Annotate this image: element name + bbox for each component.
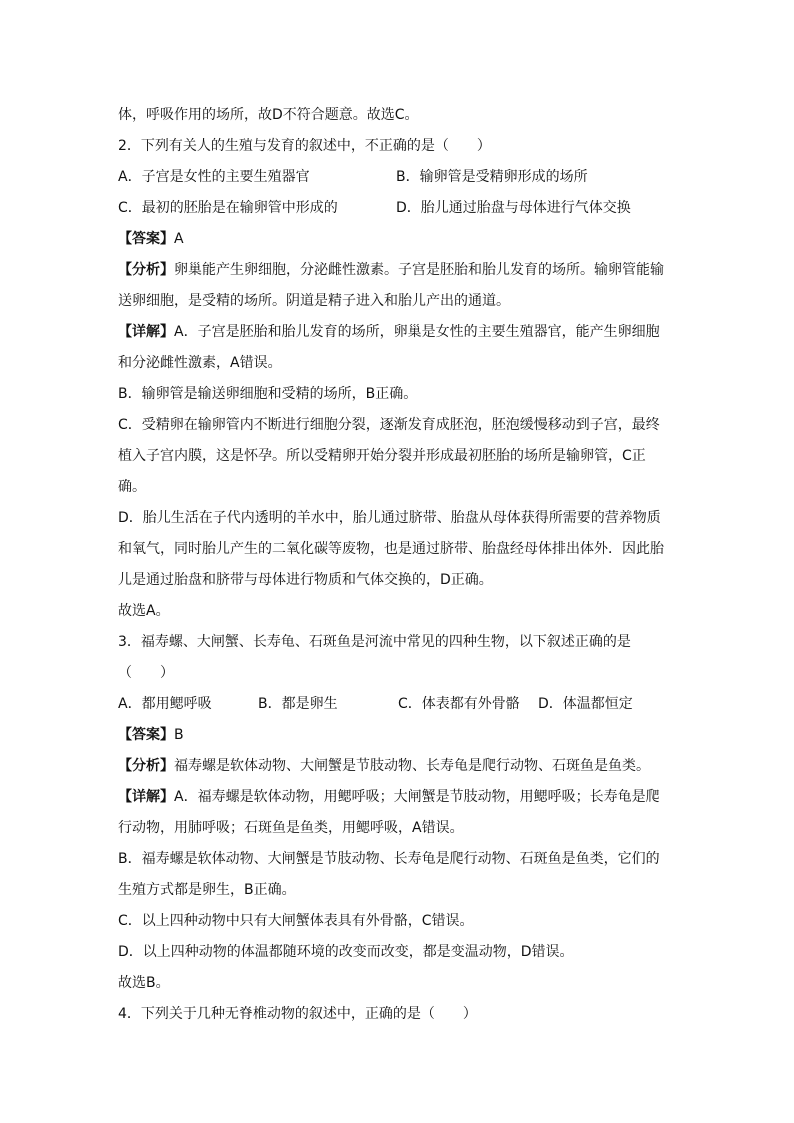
section-text: B [174, 727, 184, 743]
text-line: 儿是通过胎盘和脐带与母体进行物质和气体交换的，D正确。 [118, 572, 493, 588]
text-line: D．以上四种动物的体温都随环境的改变而改变，都是变温动物，D错误。 [118, 944, 574, 960]
answer-option: D．体温都恒定 [538, 696, 633, 712]
text-line: B．福寿螺是软体动物、大闸蟹是节肢动物、长寿龟是爬行动物、石斑鱼是鱼类，它们的 [118, 851, 660, 867]
text-line: B．输卵管是输送卵细胞和受精的场所，B正确。 [118, 386, 418, 402]
section-label: 【详解】 [118, 324, 174, 340]
option-row [118, 162, 678, 193]
option-row [118, 689, 678, 720]
text-line: C．受精卵在输卵管内不断进行细胞分裂，逐渐发育成胚泡，胚泡缓慢移动到子宫，最终 [118, 417, 660, 433]
text-line: 4．下列关于几种无脊椎动物的叙述中，正确的是（ ） [118, 1006, 477, 1022]
section-label: 【分析】 [118, 758, 174, 774]
text-line: 和分泌雌性激素，A错误。 [118, 355, 282, 371]
text-line: 送卵细胞，是受精的场所。阴道是精子进入和胎儿产出的通道。 [118, 293, 510, 309]
text-line: D．胎儿生活在子代内透明的羊水中，胎儿通过脐带、胎盘从母体获得所需要的营养物质 [118, 510, 661, 526]
text-line: （ ） [118, 665, 174, 681]
labeled-line [118, 255, 678, 286]
section-text: A [174, 231, 184, 247]
labeled-line [118, 224, 678, 255]
text-line: 体，呼吸作用的场所，故D不符合题意。故选C。 [118, 107, 419, 123]
section-text: 卵巢能产生卵细胞，分泌雌性激素。子宫是胚胎和胎儿发育的场所。输卵管能输 [174, 262, 664, 278]
text-line: C．以上四种动物中只有大闸蟹体表具有外骨骼，C错误。 [118, 913, 474, 929]
text-line: 故选B。 [118, 975, 170, 991]
option-row [118, 193, 678, 224]
answer-option: A．子宫是女性的主要生殖器官 [118, 169, 310, 185]
answer-option: A．都用鳃呼吸 [118, 696, 212, 712]
text-line: 3．福寿螺、大闸蟹、长寿龟、石斑鱼是河流中常见的四种生物，以下叙述正确的是 [118, 634, 631, 650]
answer-option: B．都是卵生 [258, 696, 338, 712]
text-line: 确。 [118, 479, 146, 495]
answer-option: C．体表都有外骨骼 [398, 696, 520, 712]
labeled-line [118, 782, 678, 813]
text-line: 生殖方式都是卵生，B正确。 [118, 882, 296, 898]
labeled-line [118, 720, 678, 751]
section-label: 【答案】 [118, 727, 174, 743]
text-line: 和氧气，同时胎儿产生的二氧化碳等废物，也是通过脐带、胎盘经母体排出体外．因此胎 [118, 541, 664, 557]
section-text: A．子宫是胚胎和胎儿发育的场所，卵巢是女性的主要生殖器官，能产生卵细胞 [174, 324, 660, 340]
document-content [118, 100, 678, 1030]
section-label: 【详解】 [118, 789, 174, 805]
section-label: 【分析】 [118, 262, 174, 278]
answer-option: C．最初的胚胎是在输卵管中形成的 [118, 200, 338, 216]
answer-option: D．胎儿通过胎盘与母体进行气体交换 [396, 200, 631, 216]
text-line: 植入子宫内膜，这是怀孕。所以受精卵开始分裂并形成最初胚胎的场所是输卵管，C正 [118, 448, 646, 464]
answer-option: B．输卵管是受精卵形成的场所 [396, 169, 588, 185]
labeled-line [118, 317, 678, 348]
text-line: 2．下列有关人的生殖与发育的叙述中，不正确的是（ ） [118, 138, 491, 154]
text-line: 故选A。 [118, 603, 170, 619]
section-text: A．福寿螺是软体动物，用鳃呼吸；大闸蟹是节肢动物，用鳃呼吸；长寿龟是爬 [174, 789, 660, 805]
section-text: 福寿螺是软体动物、大闸蟹是节肢动物、长寿龟是爬行动物、石斑鱼是鱼类。 [174, 758, 650, 774]
text-line: 行动物，用肺呼吸；石斑鱼是鱼类，用鳃呼吸，A错误。 [118, 820, 464, 836]
labeled-line [118, 751, 678, 782]
section-label: 【答案】 [118, 231, 174, 247]
